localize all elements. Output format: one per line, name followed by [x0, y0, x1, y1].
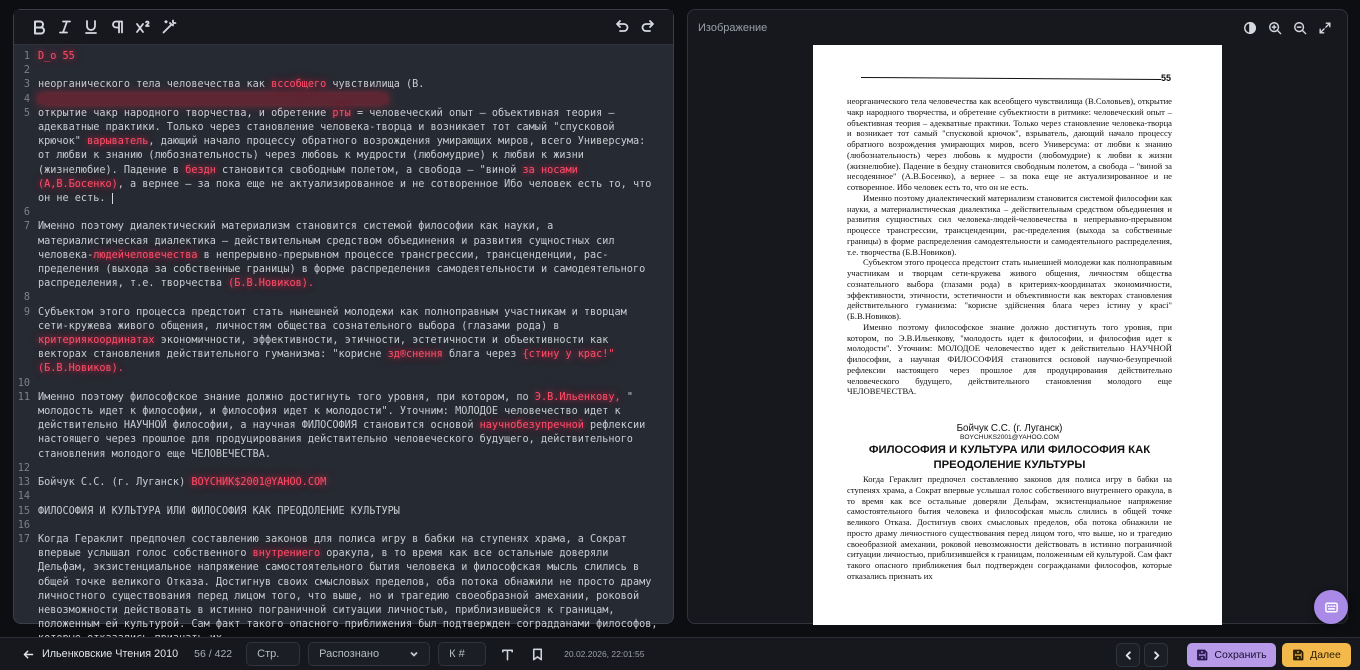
editor-line[interactable] — [14, 462, 673, 476]
next-page-button[interactable] — [1144, 643, 1168, 667]
line-number: 1 — [23, 51, 30, 62]
page-counter: 56 / 422 — [194, 648, 233, 660]
magic-wand-icon — [161, 19, 177, 35]
editor-line[interactable] — [14, 78, 673, 92]
line-text: , дающий начало процессу обратного возрождения умирающих миров, всего Универсума: от любви к знанию (любознательность) через любовь к мудрости (любомудрие) к любви к жизни (жизнелюбие). Падение в — [38, 136, 652, 176]
italic-icon — [57, 19, 73, 35]
text-format-button[interactable] — [494, 642, 520, 666]
arrow-left-icon — [22, 648, 35, 661]
pilcrow-icon — [109, 19, 125, 35]
recognition-error-highlight: бездн — [185, 164, 216, 176]
editor-line[interactable] — [14, 93, 673, 107]
bottom-bar — [0, 637, 1360, 670]
line-text: Субъектом этого процесса предстоит стать нынешней молодежи как полноправным участникам и творцам сети-кружева живого общения, личностям общества сознательного выбора (глазами рода) в — [38, 306, 633, 332]
line-number: 4 — [23, 93, 30, 105]
line-content — [34, 490, 673, 504]
paragraph-button[interactable] — [104, 14, 130, 40]
keyboard-icon — [1324, 600, 1339, 615]
scan-heading: ФИЛОСОФИЯ И КУЛЬТУРА ИЛИ ФИЛОСОФИЯ КАК ПРЕОДОЛЕНИЕ КУЛЬТУРЫ — [868, 444, 1151, 471]
line-number: 2 — [23, 65, 30, 77]
line-content — [34, 306, 673, 377]
line-content — [34, 64, 673, 78]
scanned-page-image — [813, 45, 1222, 625]
line-number: 10 — [17, 377, 30, 389]
line-text: открытие чакр народного творчества, и обретение — [38, 107, 333, 119]
editor-line[interactable] — [14, 533, 673, 647]
editor-line[interactable] — [14, 519, 673, 533]
image-panel-header — [688, 10, 1347, 45]
scan-paragraph: Когда Гераклит предпочел составлению законов для полиса игру в бабки на ступенях храма, а Сократ впервые услышал голос собственного внутреннего оракула, в то время как все остальные доверяли Дельфам, экзистенциальное напряжение самостоятельного бытия человека и философская мысль слились в общей точке великого Отказа. Достигнув своих смысловых пределов, оба потока обнажили не просто драму личностного существования перед лицом того, что выше, но и трагедию своеобразной амехании, роковой невозможности действовать в истинно пограничной ситуации личностью, приблизившейся к границам, положенным ей культурой. Сам факт такого опасного приближения был подтвержден согражданами философов, которые отказались признать их — [847, 474, 1172, 581]
chevron-left-icon — [1123, 650, 1134, 661]
editor-line[interactable] — [14, 377, 673, 391]
line-text: оракула, в то время как все остальные доверяли Дельфам, экзистенциальное напряжение самостоятельного бытия человека и философская мысль слились в общей точке великого Отказа. Достигнув своих смысловых пределов, оба потока обнажили не просто драму личностного существования перед лицом того, что выше, но и трагедию своеобразной амехании, роковой невозможности действовать в истинно пограничной ситуации личностью, приблизившейся к границам, положенным ей культурой. Сам факт такого опасного приближения был подтвержден соградданами философов, — [38, 548, 658, 631]
line-number: 14 — [17, 491, 30, 503]
contrast-button[interactable] — [1238, 16, 1262, 40]
scan-email: BOYCHUKS2001@YAHOO.COM — [960, 434, 1059, 441]
line-text: неорганического тела человечества как — [38, 79, 272, 91]
recognition-error-highlight: за носами (А,В.Босенко) — [38, 164, 584, 190]
line-text: Именно поэтому диалектический материализм становится системой философии как науки, а материалистическая диалектика — действительным средством объединения и развития сущностных сил человека- — [38, 221, 621, 261]
line-content — [34, 93, 673, 107]
editor-line[interactable] — [14, 220, 673, 291]
line-text: блага через — [442, 349, 523, 361]
editor-line[interactable] — [14, 490, 673, 504]
clear-format-button[interactable] — [156, 14, 182, 40]
text-icon — [500, 647, 515, 662]
next-button-label: Далее — [1310, 649, 1341, 661]
underline-button[interactable] — [78, 14, 104, 40]
line-number: 12 — [17, 462, 30, 474]
recognition-error-highlight: внутрениего — [252, 548, 321, 560]
editor-line[interactable] — [14, 64, 673, 78]
line-content — [34, 107, 673, 206]
line-number: 8 — [23, 292, 30, 304]
image-panel-title: Изображение — [698, 21, 768, 34]
superscript-button[interactable] — [130, 14, 156, 40]
recognition-error-highlight: вссобщего — [271, 79, 327, 91]
save-icon — [1292, 649, 1304, 661]
back-button[interactable] — [20, 646, 36, 662]
scan-author: Бойчук С.С. (г. Луганск) — [956, 423, 1063, 434]
save-button[interactable] — [1187, 643, 1276, 667]
text-cursor — [112, 193, 113, 204]
chevron-right-icon — [1151, 650, 1162, 661]
bold-icon — [31, 19, 47, 35]
next-button[interactable] — [1282, 643, 1351, 667]
line-content — [34, 519, 673, 533]
expand-icon — [1318, 21, 1332, 35]
line-number: 17 — [17, 533, 30, 545]
scan-page-number: 55 — [1161, 73, 1172, 83]
scan-paragraph: Именно поэтому философское знание должно достигнуть того уровня, при котором, по Э.В.Ильенкову, "молодость идет к философии, и философия идет к молодости". Уточним: МОЛОДОЕ человечество идет к действительно НАУЧНОЙ философии, а научная ФИЛОСОФИЯ становится основой научно-безупречной рефлексии настоящего через прошлое для продуцирования действительно человеческого будущего, действительного становления молодого еще ЧЕЛОВЕЧЕСТВА. — [847, 321, 1172, 397]
line-content — [34, 50, 673, 64]
editor-line[interactable] — [14, 50, 673, 64]
underline-icon — [83, 19, 99, 35]
scan-paragraph: Субъектом этого процесса предстоит стать нынешней молодежи как полноправным участникам и творцам сети-кружева живого общения, личностям общества сознательного выбора (глазами рода) в критериях-координатах экономичности, эффективности, этичности, эстетичности и объективности как векторах становления действительного гуманизма: "корисне здійснення блага через істину у красі" (Б.В.Новиков). — [847, 257, 1172, 321]
line-text: чувствилища (В. — [326, 79, 425, 91]
line-number: 7 — [23, 221, 30, 233]
bookmark-icon — [530, 647, 545, 662]
editor-toolbar — [14, 10, 673, 45]
scan-paragraph: неорганического тела человечества как всеобщего чувствилища (В.Соловьев), открытие чакр народного творчества, и обретение субъектности в ритмике: человеческий опыт – объективная теория – адекватные практики. Только через становление человека-творца и возникает тот самый "спусковой крючок", взрыватель, дающий начало процессу обратного возрождения умирающих миров, всего Универсума: от любви к знанию (любознательность) через любовь к мудрости (любомудрие) к любви к жизни (жизнелюбие). Падение в бездну становится свободным полетом, а свобода – "виной за несодеянное" (А.В.Босенко), а вернее – за пока еще не актуализированное и не сотворенное. Ибо человек есть то, что он не есть. — [847, 96, 1172, 192]
recognition-error-highlight: D_o 55 — [38, 51, 75, 62]
line-content — [34, 220, 673, 291]
recognition-error-highlight: рты — [332, 107, 351, 119]
fullscreen-button[interactable] — [1313, 16, 1337, 40]
recognition-error-highlight: научнобезупречной — [479, 420, 584, 432]
line-content — [34, 505, 673, 519]
editor-line[interactable] — [14, 107, 673, 206]
editor-line[interactable] — [14, 391, 673, 462]
line-text: ФИЛОСОФИЯ И КУЛЬТУРА ИЛИ ФИЛОСОФИЯ КАК ПРЕОДОЛЕНИЕ КУЛЬТУРЫ — [38, 505, 400, 517]
bookmark-button[interactable] — [524, 642, 550, 666]
line-content — [34, 206, 673, 220]
line-text: Именно поэтому философское знание должно достигнуть того уровня, при котором, по — [38, 391, 535, 403]
zoom-out-icon — [1293, 21, 1307, 35]
line-content — [34, 462, 673, 476]
redo-button[interactable] — [635, 14, 661, 40]
line-text: = человеческий опыт — объективная теория — адекватные практики. Только через становление человека-творца и возникает тот самый "спусковой крючок" — [38, 107, 621, 148]
recognition-error-highlight: Э.В.Ильенкову, — [534, 391, 621, 403]
editor-line[interactable] — [14, 206, 673, 220]
line-text: становится свободным полетом, а свобода — "виной — [215, 164, 523, 176]
line-content — [34, 377, 673, 391]
editor-line[interactable] — [14, 476, 673, 490]
save-button-label: Сохранить — [1214, 649, 1267, 661]
contrast-icon — [1243, 21, 1257, 35]
line-number: 15 — [17, 505, 30, 517]
line-number: 9 — [23, 306, 30, 318]
line-content — [34, 391, 673, 462]
line-number: 5 — [23, 107, 30, 119]
line-content — [34, 533, 673, 647]
line-content — [34, 78, 673, 92]
scan-page-text — [847, 96, 1172, 582]
scan-paragraph: Именно поэтому диалектический материализм становится системой философии как науки, а материалистическая диалектика – действительным средством объединения и развития сущностных сил человека-людей-человечества в непрерывно-прерывном процессе трансгрессии, трансценденции, рас-пределения (выхода за собственные границы) в форме распределения самодеятельности и самодеятельного распределения, т.е. творчества (Б.В.Новиков). — [847, 192, 1172, 257]
save-icon — [1196, 649, 1208, 661]
previous-page-button[interactable] — [1116, 643, 1140, 667]
editor-line[interactable] — [14, 505, 673, 519]
superscript-icon — [135, 19, 151, 35]
recognition-error-highlight: BOYCHИК$2001@YAHOO.COM — [191, 477, 327, 489]
status-select[interactable] — [308, 642, 430, 666]
recognition-error-highlight: (Б.В.Новиков). — [228, 278, 315, 290]
image-panel — [687, 9, 1348, 624]
line-number: 16 — [17, 519, 30, 531]
line-number: 11 — [17, 391, 30, 403]
assistant-fab-button[interactable] — [1314, 590, 1348, 624]
line-number: 6 — [23, 207, 30, 219]
zoom-in-button[interactable] — [1263, 16, 1287, 40]
zoom-in-icon — [1268, 21, 1282, 35]
line-content — [34, 291, 673, 305]
line-text: Когда Гераклит предпочел составлению законов для полиса игру в бабки на ступенях храма, а Сократ впервые услышал голос собственного — [38, 533, 633, 560]
bold-button[interactable] — [26, 14, 52, 40]
recognition-error-highlight: людейчеловечества — [93, 249, 198, 261]
line-content — [34, 476, 673, 490]
recognition-error-highlight: зд®снення — [387, 349, 443, 361]
line-text: рефлексии настоящего через прошлое для продуцирования действительно человеческого будущего, действительного становления молодого еще ЧЕЛОВЕЧЕСТВА. — [38, 420, 652, 460]
text-editor-body[interactable] — [14, 48, 673, 631]
line-number: 3 — [23, 79, 30, 91]
recognition-error-highlight — [38, 94, 388, 104]
undo-button[interactable] — [609, 14, 635, 40]
line-text: Бойчук С.С. (г. Луганск) — [38, 477, 192, 489]
editor-line[interactable] — [14, 306, 673, 377]
redo-icon — [640, 19, 656, 35]
document-title: Ильенковские Чтения 2010 — [42, 648, 179, 660]
line-number: 13 — [17, 477, 30, 489]
line-text: экономичности, эффективности, этичности, эстетичности и объективности как векторах становления действительного гуманизма: "корисне — [38, 335, 615, 361]
recognition-error-highlight: {стину у крас!" (Б.В.Новиков). — [38, 349, 621, 375]
undo-icon — [614, 19, 630, 35]
text-editor-panel — [13, 9, 674, 631]
k-number-input[interactable]: К # — [438, 642, 486, 666]
last-saved-timestamp: 20.02.2026, 22:01:55 — [564, 649, 645, 659]
chevron-down-icon — [409, 649, 419, 659]
zoom-out-button[interactable] — [1288, 16, 1312, 40]
line-text: , а вернее — за пока еще не актуализированное и не сотворенное Ибо человек есть то, что он не есть. — [38, 178, 658, 205]
line-text: в непрерывно-прерывном процессе трансгрессии, трансценденции, рас-пределения (выхода за собственные границы) в форме распределения самодеятельности и самодеятельного распределения, т.е. творчества — [38, 249, 652, 290]
line-text: " молодость идет к философии, и философия идет к молодости". Уточним: МОЛОДОЕ человечество идет к действительно НАУЧНОЙ философии, а научная ФИЛОСОФИЯ становится основой — [38, 391, 640, 432]
recognition-error-highlight: варыватель — [87, 136, 149, 148]
editor-line[interactable] — [14, 291, 673, 305]
italic-button[interactable] — [52, 14, 78, 40]
page-number-input[interactable]: Стр. — [246, 642, 300, 666]
page-header-rule — [861, 77, 1161, 80]
recognition-error-highlight: критериякоординатах — [38, 335, 155, 347]
status-select-value: Распознано — [319, 648, 380, 660]
